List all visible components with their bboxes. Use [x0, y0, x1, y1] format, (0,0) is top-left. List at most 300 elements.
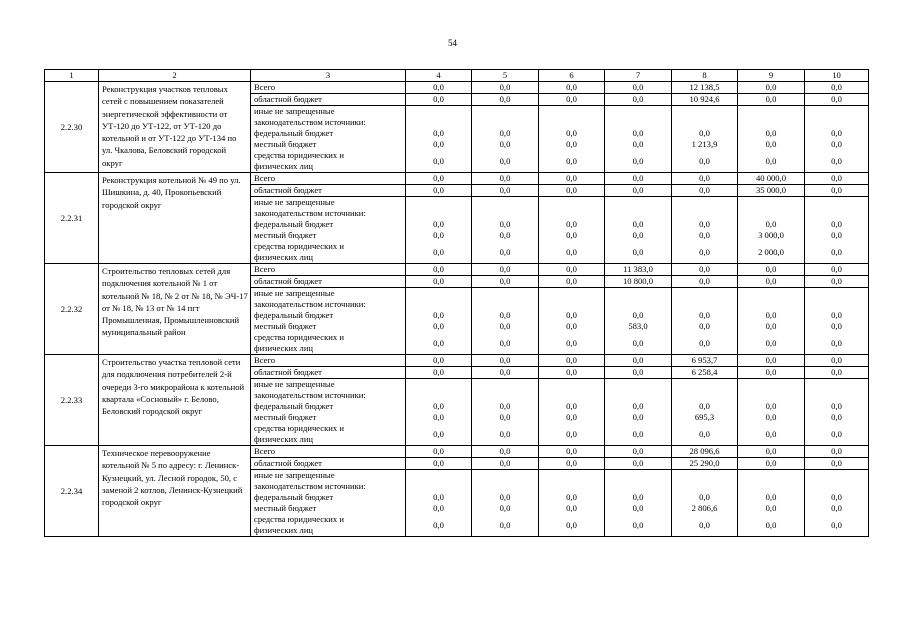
value-local: 0,0: [499, 503, 511, 513]
spacer: [805, 379, 868, 390]
value-total: 0,0: [472, 264, 539, 276]
value-regional: 0,0: [605, 185, 672, 197]
header-cell: 3: [251, 70, 406, 82]
value-legal-entities: 0,0: [632, 520, 644, 530]
value-legal-entities: 0,0: [433, 156, 444, 166]
measure-code: 2.2.33: [45, 355, 99, 446]
spacer: [672, 288, 737, 299]
value-total: 0,0: [605, 446, 672, 458]
value-legal-entities: 0,0: [831, 429, 842, 439]
source-label-line: средства юридических и: [254, 514, 344, 524]
value-legal-entities: 0,0: [499, 338, 511, 348]
spacer: [738, 470, 804, 481]
spacer: [605, 208, 671, 219]
value-total: 0,0: [406, 82, 472, 94]
measure-code: 2.2.30: [45, 82, 99, 173]
value-legal-entities: 0,0: [433, 520, 444, 530]
spacer: [738, 106, 804, 117]
value-local: 0,0: [699, 230, 710, 240]
value-federal: 0,0: [499, 128, 511, 138]
spacer: [672, 208, 737, 219]
value-total: 0,0: [672, 264, 738, 276]
value-local: 0,0: [566, 230, 577, 240]
source-label-regional: областной бюджет: [251, 276, 406, 288]
header-cell: 2: [99, 70, 251, 82]
value-other-sources: [472, 379, 539, 446]
value-regional: 0,0: [805, 185, 869, 197]
header-cell: 8: [672, 70, 738, 82]
value-regional: 10 800,0: [605, 276, 672, 288]
source-label-line: средства юридических и: [254, 332, 344, 342]
spacer: [805, 106, 868, 117]
spacer: [672, 481, 737, 492]
value-local: 0,0: [831, 503, 842, 513]
spacer: [672, 117, 737, 128]
spacer: [738, 299, 804, 310]
source-label-line: физических лиц: [254, 161, 314, 171]
spacer: [539, 470, 604, 481]
page-number: 54: [448, 38, 457, 48]
spacer: [472, 390, 538, 401]
value-other-sources: [805, 288, 869, 355]
value-local: 0,0: [632, 503, 644, 513]
spacer: [605, 299, 671, 310]
value-regional: 0,0: [406, 458, 472, 470]
value-federal: 0,0: [699, 128, 710, 138]
header-cell: 9: [738, 70, 805, 82]
value-total: 0,0: [738, 355, 805, 367]
measure-name: Техническое перевооружение котельной № 5 по адресу: г. Ленинск-Кузнецкий, ул. Лесной городок, 50, с заменой 2 котлов, Ленинск-Кузнецкий городской округ: [99, 446, 251, 537]
value-regional: 0,0: [539, 367, 605, 379]
value-regional: 0,0: [406, 94, 472, 106]
value-total: 0,0: [738, 446, 805, 458]
value-local: 0,0: [566, 139, 577, 149]
value-federal: 0,0: [831, 219, 842, 229]
value-federal: 0,0: [499, 401, 511, 411]
source-label-total: Всего: [251, 264, 406, 276]
value-local: 0,0: [831, 230, 842, 240]
value-other-sources: [805, 197, 869, 264]
value-federal: 0,0: [499, 219, 511, 229]
spacer: [605, 106, 671, 117]
source-label-total: Всего: [251, 355, 406, 367]
value-legal-entities: 0,0: [433, 429, 444, 439]
value-federal: 0,0: [699, 219, 710, 229]
value-local: 0,0: [831, 412, 842, 422]
source-label-other: [251, 470, 406, 537]
source-label-total: Всего: [251, 82, 406, 94]
value-regional: 0,0: [605, 458, 672, 470]
value-other-sources: [472, 197, 539, 264]
source-label-regional: областной бюджет: [251, 94, 406, 106]
value-total: 0,0: [539, 173, 605, 185]
value-regional: 0,0: [472, 276, 539, 288]
value-regional: 0,0: [605, 94, 672, 106]
value-federal: 0,0: [765, 492, 777, 502]
spacer: [672, 106, 737, 117]
value-total: 0,0: [539, 82, 605, 94]
value-regional: 0,0: [738, 367, 805, 379]
spacer: [539, 208, 604, 219]
value-legal-entities: 0,0: [632, 247, 644, 257]
value-regional: 0,0: [738, 276, 805, 288]
value-legal-entities: 0,0: [831, 520, 842, 530]
value-federal: 0,0: [433, 310, 444, 320]
spacer: [605, 117, 671, 128]
value-total: 6 953,7: [672, 355, 738, 367]
source-label-line: средства юридических и: [254, 150, 344, 160]
spacer: [672, 197, 737, 208]
table-row: [45, 82, 869, 94]
value-total: 0,0: [805, 446, 869, 458]
value-legal-entities: 0,0: [765, 338, 777, 348]
source-label-line: средства юридических и: [254, 423, 344, 433]
value-local: 0,0: [632, 230, 644, 240]
value-local: 0,0: [566, 503, 577, 513]
source-label-line: законодательством источники:: [254, 481, 366, 491]
value-legal-entities: 0,0: [831, 338, 842, 348]
value-federal: 0,0: [433, 492, 444, 502]
spacer: [472, 470, 538, 481]
value-federal: 0,0: [566, 492, 577, 502]
value-local: 0,0: [765, 412, 777, 422]
spacer: [738, 390, 804, 401]
value-regional: 0,0: [539, 276, 605, 288]
table-row: [45, 446, 869, 458]
value-legal-entities: 0,0: [831, 247, 842, 257]
source-label-line: физических лиц: [254, 252, 314, 262]
source-label-line: местный бюджет: [254, 230, 317, 240]
value-regional: 25 290,0: [672, 458, 738, 470]
value-local: 0,0: [433, 321, 444, 331]
program-financing-table: [44, 69, 869, 537]
spacer: [406, 481, 471, 492]
spacer: [406, 299, 471, 310]
value-local: 0,0: [499, 139, 511, 149]
spacer: [672, 379, 737, 390]
value-total: 0,0: [472, 446, 539, 458]
measure-code: 2.2.32: [45, 264, 99, 355]
value-regional: 0,0: [738, 94, 805, 106]
spacer: [738, 117, 804, 128]
value-federal: 0,0: [765, 310, 777, 320]
spacer: [539, 390, 604, 401]
source-label-line: иные не запрещенные: [254, 288, 335, 298]
spacer: [672, 299, 737, 310]
measure-name: Строительство тепловых сетей для подключения котельной № 1 от котельной № 18, № 2 от № 18, № ЭЧ-17 от № 18, № 13 от № 14 пгт Промышленная, Промышленновский муниципальный район: [99, 264, 251, 355]
value-other-sources: [738, 288, 805, 355]
value-local: 0,0: [632, 412, 644, 422]
value-legal-entities: 0,0: [765, 429, 777, 439]
value-local: 0,0: [499, 230, 511, 240]
spacer: [605, 481, 671, 492]
value-total: 28 096,6: [672, 446, 738, 458]
value-legal-entities: 0,0: [831, 156, 842, 166]
value-other-sources: [605, 470, 672, 537]
value-regional: 0,0: [805, 94, 869, 106]
value-local: 583,0: [628, 321, 648, 331]
source-label-total: Всего: [251, 446, 406, 458]
source-label-line: местный бюджет: [254, 139, 317, 149]
spacer: [738, 379, 804, 390]
value-regional: 0,0: [406, 185, 472, 197]
spacer: [605, 379, 671, 390]
table-body: [45, 82, 869, 537]
spacer: [406, 390, 471, 401]
value-total: 0,0: [472, 355, 539, 367]
value-federal: 0,0: [632, 401, 644, 411]
spacer: [472, 117, 538, 128]
spacer: [605, 390, 671, 401]
value-legal-entities: 0,0: [499, 429, 511, 439]
value-federal: 0,0: [699, 310, 710, 320]
value-regional: 0,0: [672, 185, 738, 197]
value-legal-entities: 0,0: [699, 156, 710, 166]
spacer: [805, 117, 868, 128]
value-other-sources: [472, 288, 539, 355]
spacer: [539, 288, 604, 299]
value-other-sources: [738, 197, 805, 264]
value-total: 0,0: [472, 82, 539, 94]
value-local: 0,0: [831, 139, 842, 149]
value-local: 2 806,6: [691, 503, 718, 513]
value-legal-entities: 2 000,0: [758, 247, 784, 257]
value-federal: 0,0: [566, 128, 577, 138]
spacer: [406, 470, 471, 481]
value-other-sources: [605, 288, 672, 355]
value-legal-entities: 0,0: [765, 520, 777, 530]
table-header: [45, 70, 869, 82]
spacer: [805, 299, 868, 310]
value-other-sources: [672, 106, 738, 173]
value-legal-entities: 0,0: [765, 156, 777, 166]
header-cell: 4: [406, 70, 472, 82]
header-cell: 1: [45, 70, 99, 82]
spacer: [472, 106, 538, 117]
value-federal: 0,0: [831, 401, 842, 411]
value-regional: 0,0: [472, 367, 539, 379]
value-total: 0,0: [805, 173, 869, 185]
value-total: 0,0: [738, 82, 805, 94]
value-other-sources: [406, 379, 472, 446]
value-regional: 0,0: [672, 276, 738, 288]
value-federal: 0,0: [831, 128, 842, 138]
spacer: [738, 197, 804, 208]
source-label-line: законодательством источники:: [254, 208, 366, 218]
value-federal: 0,0: [632, 128, 644, 138]
value-other-sources: [738, 106, 805, 173]
value-total: 12 138,5: [672, 82, 738, 94]
value-federal: 0,0: [699, 492, 710, 502]
value-federal: 0,0: [499, 310, 511, 320]
table-row: [45, 173, 869, 185]
value-total: 0,0: [406, 446, 472, 458]
spacer: [539, 117, 604, 128]
spacer: [805, 208, 868, 219]
value-legal-entities: 0,0: [433, 247, 444, 257]
spacer: [605, 470, 671, 481]
value-total: 0,0: [406, 355, 472, 367]
value-other-sources: [805, 379, 869, 446]
value-other-sources: [605, 197, 672, 264]
spacer: [406, 197, 471, 208]
header-cell: 7: [605, 70, 672, 82]
source-label-line: физических лиц: [254, 525, 314, 535]
source-label-other: [251, 106, 406, 173]
spacer: [472, 288, 538, 299]
value-other-sources: [539, 197, 605, 264]
value-other-sources: [472, 470, 539, 537]
spacer: [605, 197, 671, 208]
source-label-line: физических лиц: [254, 343, 314, 353]
measure-code: 2.2.31: [45, 173, 99, 264]
value-total: 0,0: [605, 173, 672, 185]
value-local: 3 000,0: [758, 230, 784, 240]
value-federal: 0,0: [831, 310, 842, 320]
spacer: [472, 208, 538, 219]
value-other-sources: [605, 106, 672, 173]
spacer: [805, 390, 868, 401]
value-total: 0,0: [805, 82, 869, 94]
spacer: [406, 379, 471, 390]
value-other-sources: [406, 470, 472, 537]
value-local: 695,3: [694, 412, 715, 422]
value-other-sources: [406, 106, 472, 173]
value-regional: 0,0: [805, 367, 869, 379]
value-federal: 0,0: [566, 401, 577, 411]
value-local: 0,0: [765, 139, 777, 149]
value-regional: 0,0: [472, 94, 539, 106]
value-legal-entities: 0,0: [632, 338, 644, 348]
value-federal: 0,0: [632, 492, 644, 502]
value-regional: 0,0: [472, 458, 539, 470]
value-total: 0,0: [406, 173, 472, 185]
source-label-regional: областной бюджет: [251, 367, 406, 379]
source-label-line: местный бюджет: [254, 412, 317, 422]
value-federal: 0,0: [433, 219, 444, 229]
value-legal-entities: 0,0: [499, 156, 511, 166]
spacer: [472, 197, 538, 208]
table-row: [45, 264, 869, 276]
source-label-total: Всего: [251, 173, 406, 185]
value-other-sources: [605, 379, 672, 446]
measure-code: 2.2.34: [45, 446, 99, 537]
spacer: [472, 481, 538, 492]
measure-name: Реконструкция котельной № 49 по ул. Шишкина, д. 40, Прокопьевский городской округ: [99, 173, 251, 264]
spacer: [738, 208, 804, 219]
value-other-sources: [672, 379, 738, 446]
spacer: [805, 288, 868, 299]
spacer: [539, 197, 604, 208]
value-other-sources: [805, 470, 869, 537]
spacer: [406, 106, 471, 117]
measure-name: Реконструкция участков тепловых сетей с повышением показателей энергетической эффективности от УТ-120 до УТ-122, от УТ-120 до котельной и от УТ-122 до УТ-134 по ул. Чкалова, Беловский городской округ: [99, 82, 251, 173]
source-label-line: средства юридических и: [254, 241, 344, 251]
value-regional: 0,0: [472, 185, 539, 197]
value-total: 0,0: [605, 355, 672, 367]
spacer: [605, 288, 671, 299]
value-federal: 0,0: [433, 401, 444, 411]
source-label-line: федеральный бюджет: [254, 310, 334, 320]
value-local: 0,0: [566, 412, 577, 422]
value-total: 0,0: [406, 264, 472, 276]
value-other-sources: [539, 106, 605, 173]
source-label-regional: областной бюджет: [251, 458, 406, 470]
value-total: 0,0: [539, 264, 605, 276]
value-total: 0,0: [472, 173, 539, 185]
source-label-line: федеральный бюджет: [254, 492, 334, 502]
header-cell: 5: [472, 70, 539, 82]
value-other-sources: [539, 470, 605, 537]
value-federal: 0,0: [632, 219, 644, 229]
value-total: 0,0: [605, 82, 672, 94]
value-legal-entities: 0,0: [566, 156, 577, 166]
source-label-line: иные не запрещенные: [254, 470, 335, 480]
value-regional: 0,0: [406, 367, 472, 379]
value-total: 0,0: [738, 264, 805, 276]
value-legal-entities: 0,0: [699, 247, 710, 257]
spacer: [406, 117, 471, 128]
table-row: [45, 355, 869, 367]
value-legal-entities: 0,0: [566, 429, 577, 439]
spacer: [472, 299, 538, 310]
value-local: 0,0: [433, 139, 444, 149]
value-federal: 0,0: [566, 219, 577, 229]
spacer: [805, 470, 868, 481]
source-label-line: иные не запрещенные: [254, 197, 335, 207]
source-label-line: законодательством источники:: [254, 299, 366, 309]
spacer: [805, 197, 868, 208]
value-regional: 0,0: [539, 185, 605, 197]
value-total: 40 000,0: [738, 173, 805, 185]
value-total: 0,0: [805, 264, 869, 276]
value-federal: 0,0: [566, 310, 577, 320]
value-legal-entities: 0,0: [566, 520, 577, 530]
value-local: 0,0: [765, 321, 777, 331]
source-label-line: местный бюджет: [254, 503, 317, 513]
value-legal-entities: 0,0: [499, 520, 511, 530]
value-local: 0,0: [566, 321, 577, 331]
value-federal: 0,0: [765, 219, 777, 229]
value-other-sources: [672, 197, 738, 264]
value-legal-entities: 0,0: [433, 338, 444, 348]
spacer: [539, 106, 604, 117]
value-legal-entities: 0,0: [632, 156, 644, 166]
value-total: 11 383,0: [605, 264, 672, 276]
spacer: [738, 288, 804, 299]
source-label-line: иные не запрещенные: [254, 106, 335, 116]
value-legal-entities: 0,0: [699, 338, 710, 348]
value-local: 1 213,9: [691, 139, 718, 149]
value-regional: 6 258,4: [672, 367, 738, 379]
value-regional: 0,0: [539, 94, 605, 106]
value-other-sources: [805, 106, 869, 173]
value-other-sources: [539, 288, 605, 355]
value-other-sources: [672, 470, 738, 537]
value-legal-entities: 0,0: [566, 247, 577, 257]
value-other-sources: [472, 106, 539, 173]
value-legal-entities: 0,0: [499, 247, 511, 257]
value-total: 0,0: [672, 173, 738, 185]
spacer: [539, 299, 604, 310]
value-local: 0,0: [831, 321, 842, 331]
source-label-other: [251, 288, 406, 355]
source-label-line: федеральный бюджет: [254, 128, 334, 138]
value-other-sources: [539, 379, 605, 446]
header-cell: 10: [805, 70, 869, 82]
value-local: 0,0: [433, 503, 444, 513]
value-regional: 0,0: [406, 276, 472, 288]
